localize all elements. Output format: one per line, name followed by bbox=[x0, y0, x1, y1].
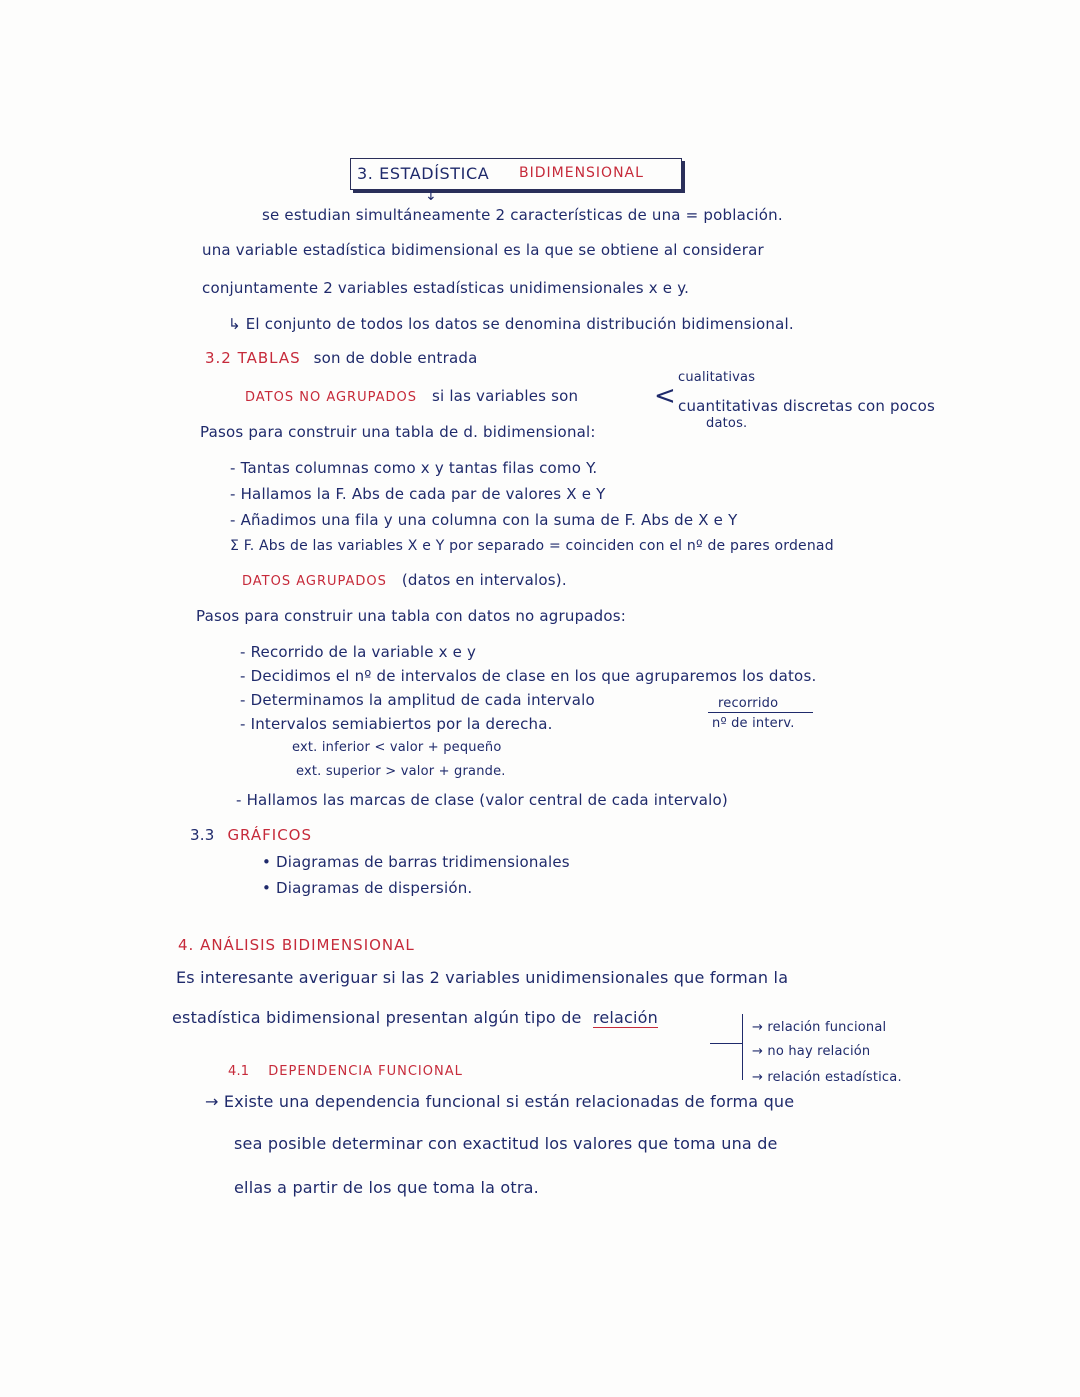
title-part1: 3. ESTADÍSTICA bbox=[357, 164, 490, 183]
option-cuantitativas: cuantitativas discretas con pocos bbox=[678, 397, 935, 415]
title-part2: BIDIMENSIONAL bbox=[519, 165, 644, 181]
section-4-heading: 4. ANÁLISIS BIDIMENSIONAL bbox=[178, 936, 415, 954]
grafico-item-2: • Diagramas de dispersión. bbox=[262, 879, 473, 897]
brace-icon: < bbox=[654, 381, 676, 411]
relation-bracket bbox=[742, 1014, 751, 1080]
section-4-line-1: Es interesante averiguar si las 2 variables unidimensionales que forman la bbox=[176, 968, 789, 987]
section-4-1-heading bbox=[228, 1060, 463, 1082]
section-4-1-line-2: sea posible determinar con exactitud los valores que toma una de bbox=[234, 1134, 778, 1153]
grafico-item-1: • Diagramas de barras tridimensionales bbox=[262, 853, 570, 871]
datos-agrupados-label: DATOS AGRUPADOS bbox=[242, 574, 387, 589]
intro-line-3: conjuntamente 2 variables estadísticas unidimensionales x e y. bbox=[202, 279, 690, 297]
down-arrow-icon: ↓ bbox=[425, 188, 437, 204]
step2-4: - Intervalos semiabiertos por la derecha. bbox=[240, 715, 553, 733]
intro-line-4: ↳ El conjunto de todos los datos se denomina distribución bidimensional. bbox=[228, 315, 794, 333]
datos-agrupados-text: (datos en intervalos). bbox=[401, 571, 567, 589]
datos-no-agrupados-text: si las variables son bbox=[431, 387, 579, 405]
fraction-numerator: recorrido bbox=[718, 696, 779, 711]
step-1: - Tantas columnas como x y tantas filas como Y. bbox=[230, 459, 598, 477]
option-cualitativas: cualitativas bbox=[678, 370, 756, 385]
fraction-denominator: nº de interv. bbox=[712, 716, 795, 731]
section-3-2-subtitle: son de doble entrada bbox=[313, 349, 478, 367]
fraction-line bbox=[708, 712, 813, 713]
section-3-3-title: GRÁFICOS bbox=[227, 826, 312, 844]
step2-3: - Determinamos la amplitud de cada intervalo bbox=[240, 691, 595, 709]
section-3-3-heading bbox=[190, 825, 312, 845]
section-4-1-number: 4.1 bbox=[228, 1064, 250, 1079]
datos-no-agrupados-line bbox=[245, 386, 578, 408]
step2-5: - Hallamos las marcas de clase (valor central de cada intervalo) bbox=[236, 791, 728, 809]
step-4: Σ F. Abs de las variables X e Y por separado = coinciden con el nº de pares ordenad bbox=[230, 538, 834, 554]
section-3-2-heading bbox=[205, 348, 478, 368]
step-2: - Hallamos la F. Abs de cada par de valores X e Y bbox=[230, 485, 606, 503]
intro-line-2: una variable estadística bidimensional es la que se obtiene al considerar bbox=[202, 241, 764, 259]
step2-1: - Recorrido de la variable x e y bbox=[240, 643, 477, 661]
title-box bbox=[350, 158, 682, 190]
relation-none: → no hay relación bbox=[752, 1044, 871, 1059]
section-4-line-2 bbox=[172, 1008, 658, 1028]
relation-connector-line bbox=[710, 1043, 742, 1044]
section-4-1-title: DEPENDENCIA FUNCIONAL bbox=[268, 1064, 463, 1079]
datos-agrupados-line bbox=[242, 570, 567, 592]
relation-estadistica: → relación estadística. bbox=[752, 1070, 902, 1085]
pasos-title: Pasos para construir una tabla de d. bidimensional: bbox=[200, 423, 596, 441]
step2-ext-inferior: ext. inferior < valor + pequeño bbox=[292, 740, 502, 755]
intro-line-1: se estudian simultáneamente 2 características de una = población. bbox=[262, 206, 783, 224]
datos-no-agrupados-label: DATOS NO AGRUPADOS bbox=[245, 390, 417, 405]
section-3-2-title: 3.2 TABLAS bbox=[205, 349, 301, 367]
section-4-1-line-1: → Existe una dependencia funcional si están relacionadas de forma que bbox=[205, 1092, 795, 1111]
pasos2-title: Pasos para construir una tabla con datos no agrupados: bbox=[196, 607, 627, 625]
step2-2: - Decidimos el nº de intervalos de clase en los que agruparemos los datos. bbox=[240, 667, 817, 685]
option-cuantitativas-cont: datos. bbox=[706, 416, 748, 431]
section-4-relacion: relación bbox=[592, 1008, 658, 1027]
relation-funcional: → relación funcional bbox=[752, 1020, 887, 1035]
step2-ext-superior: ext. superior > valor + grande. bbox=[296, 764, 506, 779]
section-4-1-line-3: ellas a partir de los que toma la otra. bbox=[234, 1178, 539, 1197]
section-3-3-number: 3.3 bbox=[190, 826, 215, 844]
section-4-line-2a: estadística bidimensional presentan algún tipo de bbox=[172, 1008, 582, 1027]
step-3: - Añadimos una fila y una columna con la suma de F. Abs de X e Y bbox=[230, 511, 738, 529]
